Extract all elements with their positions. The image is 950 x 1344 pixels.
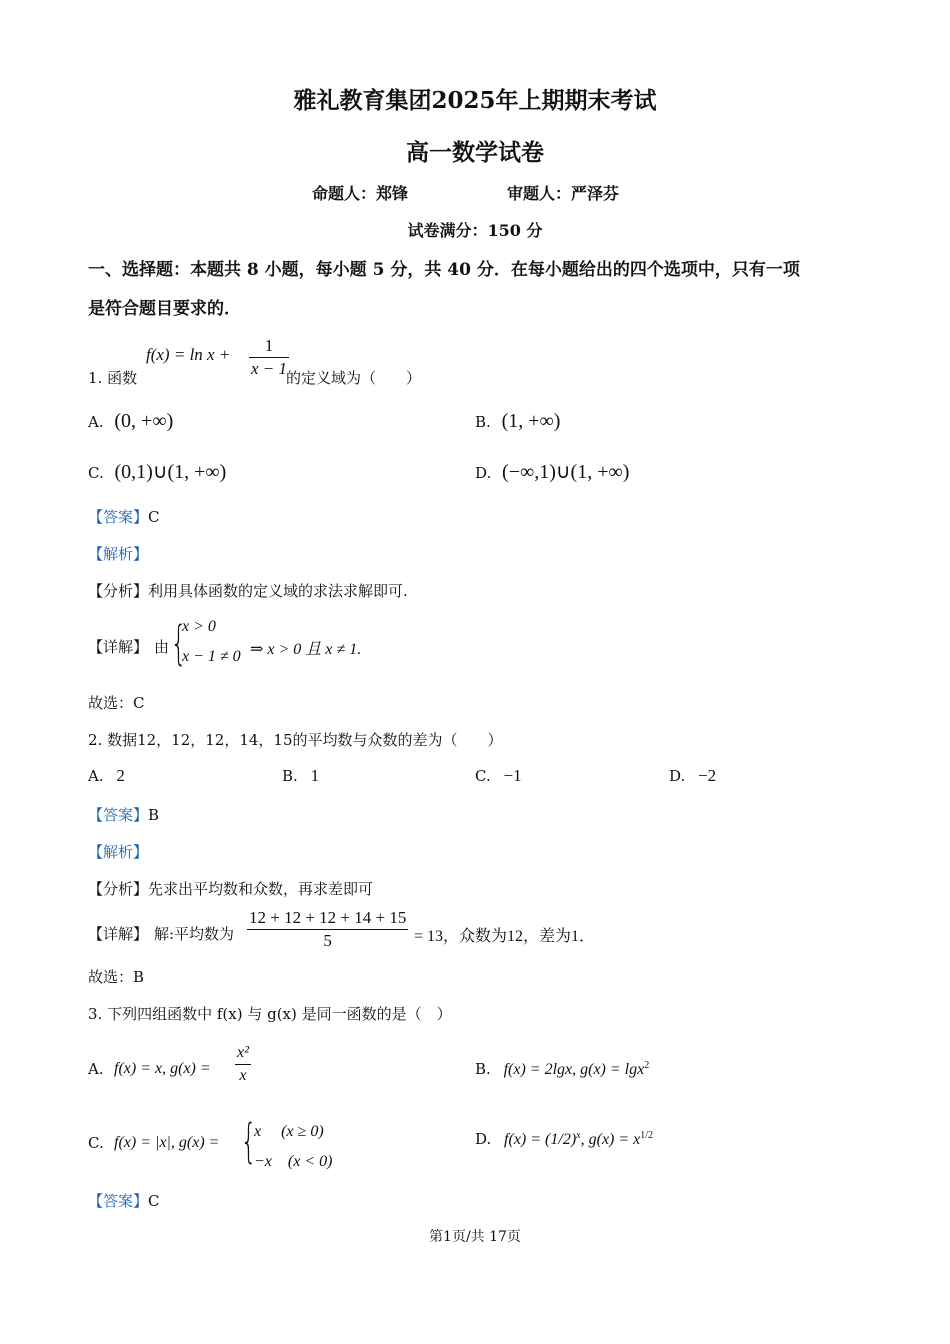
q1-case-1: x > 0 — [182, 618, 216, 635]
q1-suffix: 的定义域为（ ） — [286, 369, 422, 387]
section-instruction-line1: 一、选择题：本题共 8 小题，每小题 5 分，共 40 分．在每小题给出的四个选项中，只有一项 — [88, 260, 800, 280]
option-letter: C. — [88, 1134, 104, 1152]
option-letter: B. — [282, 767, 298, 785]
option-text: 2 — [116, 766, 125, 785]
answer-label: 【答案】 — [88, 1192, 149, 1210]
superscript: 1/2 — [640, 1130, 654, 1141]
q2-option-c — [475, 766, 522, 786]
question-3-stem: 3. 下列四组函数中 f(x) 与 g(x) 是同一函数的是（ ） — [88, 1005, 452, 1023]
q3-a-fraction — [235, 1042, 251, 1087]
option-text: (0,1)∪(1, +∞) — [114, 461, 227, 483]
q2-option-a — [88, 766, 125, 786]
q3-option-d — [475, 1130, 653, 1149]
q1-option-d — [475, 459, 629, 484]
full-score: 试卷满分：150 分 — [407, 221, 543, 240]
q2-fraction — [247, 907, 408, 952]
option-letter: B. — [475, 413, 491, 431]
option-text: f(x) = |x|, g(x) = — [114, 1134, 220, 1151]
q2-choose — [88, 966, 144, 987]
q2-frac-den: 5 — [323, 931, 332, 950]
option-text: (0, +∞) — [114, 410, 174, 432]
q3-c-case-2: −x (x < 0) — [254, 1153, 333, 1170]
fenxi-label: 【分析】 — [88, 880, 149, 898]
option-text: −1 — [503, 766, 522, 785]
detail-suffix: ⇒ x > 0 且 x ≠ 1. — [250, 641, 362, 658]
q2-option-d — [669, 766, 716, 786]
option-text: f(x) = (1/2) — [504, 1131, 577, 1148]
q1-answer — [88, 506, 160, 527]
q3-a-den: x — [239, 1067, 247, 1084]
q1-prefix: 1. 函数 — [88, 369, 138, 387]
detail-suffix: = 13，众数为12，差为1． — [414, 928, 596, 945]
answer-label: 【答案】 — [88, 806, 149, 824]
section-instruction-line2: 是符合题目要求的． — [88, 299, 241, 319]
option-letter: C. — [475, 767, 491, 785]
option-text: 1 — [310, 766, 320, 785]
reviewer: 审题人：严泽芬 — [507, 184, 620, 203]
option-letter: D. — [669, 767, 686, 785]
q1-frac-num: 1 — [249, 335, 289, 358]
q2-answer — [88, 804, 159, 825]
left-brace: { — [240, 1114, 257, 1168]
detail-prefix: 解:平均数为 — [154, 925, 235, 943]
q3-a-num: x² — [235, 1042, 251, 1065]
option-text: (1, +∞) — [501, 410, 561, 432]
choose-value: B — [133, 968, 145, 986]
detail-prefix: 由 — [154, 638, 170, 656]
answer-value: B — [148, 806, 160, 824]
page-number: 第1页/共 17页 — [429, 1229, 521, 1245]
q2-analysis-label: 【解析】 — [88, 843, 149, 861]
choose-label: 故选： — [88, 694, 134, 712]
q3-c-case-1: x (x ≥ 0) — [254, 1123, 324, 1140]
question-2-stem: 2. 数据12，12，12，14，15的平均数与众数的差为（ ） — [88, 731, 503, 749]
detail-label: 【详解】 — [88, 925, 149, 943]
option-text: f(x) = 2lgx, g(x) = lgx — [503, 1061, 645, 1078]
q1-option-a — [88, 410, 173, 433]
answer-label: 【答案】 — [88, 508, 149, 526]
option-text: −2 — [698, 766, 717, 785]
q1-case-2: x − 1 ≠ 0 — [182, 648, 241, 665]
option-letter: D. — [475, 1130, 492, 1148]
exam-subtitle: 高一数学试卷 — [406, 139, 544, 166]
q1-choose — [88, 692, 145, 713]
left-brace: { — [170, 616, 187, 670]
option-letter: A. — [88, 413, 104, 431]
option-letter: A. — [88, 1060, 104, 1078]
option-letter: B. — [475, 1060, 491, 1078]
fenxi-label: 【分析】 — [88, 582, 149, 600]
q1-analysis-label: 【解析】 — [88, 545, 149, 563]
q1-function: f(x) = ln x + — [146, 345, 231, 364]
choose-value: C — [133, 694, 145, 712]
fenxi-text: 先求出平均数和众数，再求差即可 — [148, 880, 374, 898]
superscript: x — [576, 1130, 581, 1141]
option-letter: D. — [475, 464, 492, 482]
q2-option-b — [282, 766, 319, 786]
q1-frac-den: x − 1 — [251, 359, 288, 378]
fenxi-text: 利用具体函数的定义域的求法求解即可. — [148, 582, 408, 600]
exam-title: 雅礼教育集团2025年上期期末考试 — [293, 87, 657, 114]
q1-fraction — [249, 335, 289, 380]
option-text: f(x) = x, g(x) = — [114, 1060, 211, 1077]
q3-answer — [88, 1190, 160, 1211]
option-text: (−∞,1)∪(1, +∞) — [502, 461, 630, 483]
option-letter: A. — [88, 767, 104, 785]
answer-value: C — [148, 1192, 160, 1210]
option-text-2: , g(x) = x — [580, 1131, 641, 1148]
q2-frac-num: 12 + 12 + 12 + 14 + 15 — [247, 907, 408, 930]
proposer: 命题人：郑锋 — [312, 184, 409, 203]
q1-option-b — [475, 410, 560, 433]
choose-label: 故选： — [88, 968, 134, 986]
q3-option-b — [475, 1060, 649, 1079]
q1-fenxi — [88, 580, 408, 601]
superscript: 2 — [644, 1060, 650, 1071]
answer-value: C — [148, 508, 160, 526]
q2-fenxi — [88, 878, 373, 899]
option-letter: C. — [88, 464, 104, 482]
q1-option-c — [88, 459, 226, 484]
detail-label: 【详解】 — [88, 638, 149, 656]
